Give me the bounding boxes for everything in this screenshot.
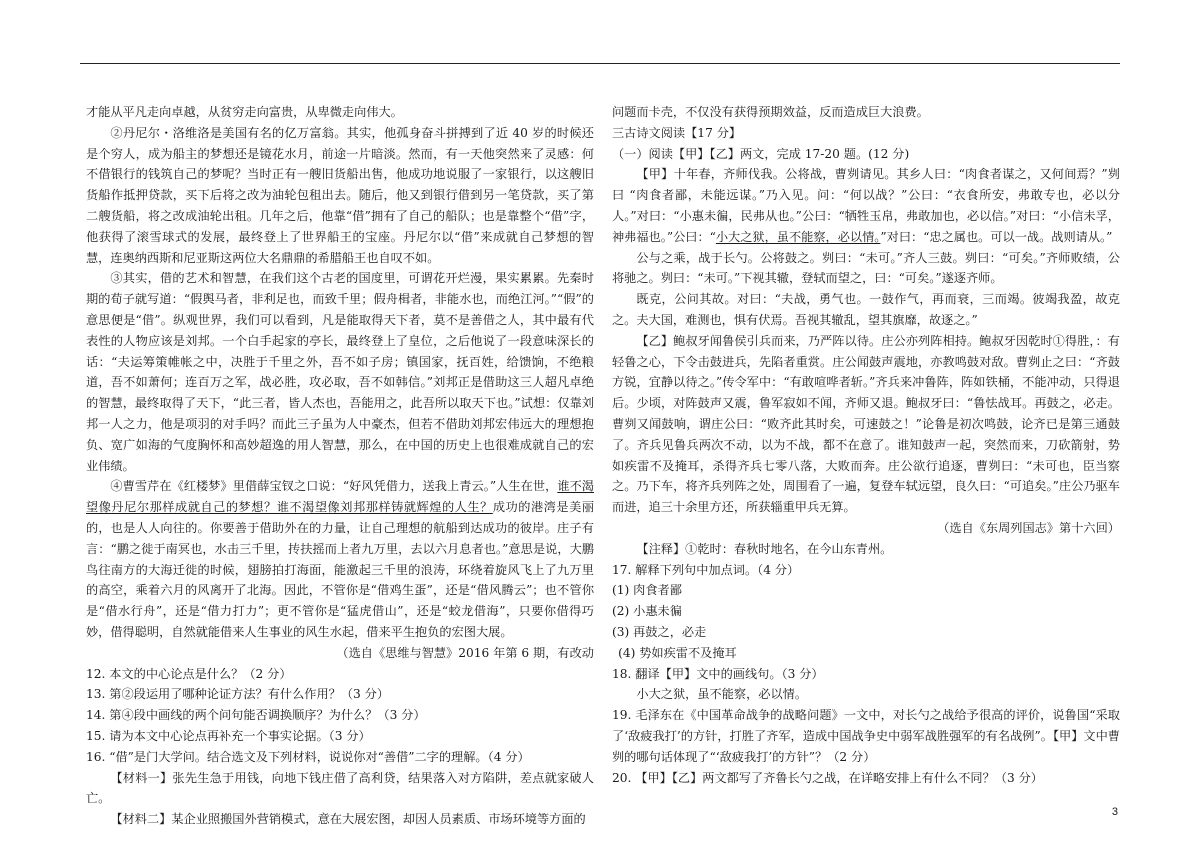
question-17: 17. 解释下列句中加点词。（4 分） bbox=[612, 562, 800, 577]
annotation-note: 【注释】①乾时：春秋时地名，在今山东青州。 bbox=[636, 541, 893, 556]
question-13: 13. 第②段运用了哪种论证方法？有什么作用？（3 分） bbox=[86, 687, 390, 702]
left-column bbox=[86, 102, 594, 830]
paragraph-4-start: ④曹雪芹在《红楼梦》里借薛宝钗之口说：“好风凭借力，送我上青云。”人生在世， bbox=[110, 479, 558, 494]
question-19: 19. 毛泽东在《中国革命战争的战略问题》一文中，对长勺之战给予很高的评价，说鲁国“采取了‘敌疲我打’的方针，打胜了齐军，造成中国战争史中弱军战胜强军的有名战例”。【甲】文中曹刿的哪句话体现了“‘敌疲我打’的方针”？（2 分） bbox=[612, 708, 1120, 764]
text-jia-para-1-b: ”对曰：“忠之属也。可以一战。战则请从。” bbox=[880, 229, 1113, 244]
question-20: 20. 【甲】【乙】两文都写了齐鲁长勺之战，在详略安排上有什么不同？（3 分） bbox=[612, 770, 1043, 785]
question-18: 18. 翻译【甲】文中的画线句。（3 分） bbox=[612, 666, 824, 681]
question-16: 16. “借”是门大学问。结合选文及下列材料，说说你对“善借”二字的理解。（4 分） bbox=[86, 749, 530, 764]
text-yi: 【乙】鲍叔牙闻鲁侯引兵而来，乃严阵以待。庄公亦列阵相持。鲍叔牙因乾时①得胜，：有轻鲁之心，下令击鼓进兵，先陷者重赏。庄公闻鼓声震地，亦教鸣鼓对敌。曹刿止之曰：“齐鼓方锐，宜静以待之。”传令军中：“有敢喧哗者斩。”齐兵来冲鲁阵，阵如铁桶，不能冲动，只得退后。少顷，对阵鼓声又震，鲁军寂如不闻，齐师又退。鲍叔牙曰：“鲁怯战耳。再鼓之，必走。曹刿又闻鼓响，谓庄公曰：“败齐此其时矣，可速鼓之！”论鲁是初次鸣鼓，论齐已是第三通鼓了。齐兵见鲁兵两次不动，以为不战，都不在意了。谁知鼓声一起，突然而来，刀砍箭射，势如疾雷不及掩耳，杀得齐兵七零八落，大败而奔。庄公欲行追逐，曹刿曰：“未可也，臣当察之。乃下车，将齐兵列阵之处，周围看了一遍，复登车轼远望，良久曰：“可追矣。”庄公乃驱车而进，追三十余里方还，所获辎重甲兵无算。 bbox=[612, 333, 1120, 515]
question-12: 12. 本文的中心论点是什么？（2 分） bbox=[86, 666, 292, 681]
paragraph-2: ②丹尼尔・洛维洛是美国有名的亿万富翁。其实，他孤身奋斗拼搏到了近 40 岁的时候还是个穷人，成为船主的梦想还是镜花水月，前途一片暗淡。然而，有一天他突然来了灵感：何不借银行的钱筑自己的梦呢？当时正有一艘旧货船出售，他成功地说服了一家银行，以这艘旧货船作抵押贷款，买下后将之改为油轮包租出去。随后，他又到银行借到另一笔贷款，买了第二艘货船，将之改成油轮出租。几年之后，他靠“借”拥有了自己的船队；也是靠整个“借”字，他获得了滚雪球式的发展，最终登上了世界船王的宝座。丹尼尔以“借”来成就自己梦想的智慧，连奥纳西斯和尼亚斯这两位大名鼎鼎的希腊船王也自叹不如。 bbox=[86, 125, 595, 265]
text-jia-para-1-a: 【甲】十年春，齐师伐我。公将战，曹刿请见。其乡人曰：“肉食者谋之，又何间焉？”刿曰 “肉食者鄙，未能远谋。”乃入见。问：“何以战？”公曰：“衣食所安，弗敢专也，必以分人。”对曰：“小惠未徧，民弗从也。”公曰：“牺牲玉帛，弗敢加也，必以信。”对曰：“小信未孚，神弗福也。”公曰：“ bbox=[612, 167, 1120, 244]
paragraph-4 bbox=[86, 476, 594, 642]
question-17-item-2: (2) 小惠未徧 bbox=[612, 604, 682, 619]
section-3-heading: 三古诗文阅读【17 分】 bbox=[612, 125, 742, 140]
subsection-1-heading: （一）阅读【甲】【乙】两文，完成 17-20 题。(12 分) bbox=[612, 146, 910, 161]
text-jia-para-2: 公与之乘，战于长勺。公将鼓之。刿曰：“未可。”齐人三鼓。刿曰：“可矣。”齐师败绩，公将驰之。刿曰：“未可。”下视其辙，登轼而望之，曰：“可矣。”遂逐齐师。 bbox=[612, 250, 1120, 286]
text-jia-para-1 bbox=[612, 164, 1120, 247]
question-15: 15. 请为本文中心论点再补充一个事实论据。（3 分） bbox=[86, 728, 371, 743]
question-17-item-3: (3) 再鼓之，必走 bbox=[612, 624, 707, 639]
right-column bbox=[612, 102, 1120, 788]
material-2: 【材料二】某企业照搬国外营销模式，意在大展宏图，却因人员素质、市场环境等方面的 bbox=[110, 812, 586, 827]
question-14: 14. 第④段中画线的两个问句能否调换顺序？为什么？（3 分） bbox=[86, 708, 426, 723]
material-2-end: 问题而卡壳，不仅没有获得预期效益，反而造成巨大浪费。 bbox=[612, 105, 929, 119]
question-17-item-1: (1) 肉食者鄙 bbox=[612, 583, 682, 598]
underlined-questions: 谁不渴望像丹尼尔那样成就自己的梦想？谁不渴望像刘邦那样铸就辉煌的人生？ bbox=[86, 479, 594, 515]
text-yi-source: （选自《东周列国志》第十六回） bbox=[937, 520, 1120, 535]
paragraph-1-end: 才能从平凡走向卓越，从贫穷走向富贵，从卑微走向伟大。 bbox=[86, 105, 403, 119]
article-source: （选自《思维与智慧》2016 年第 6 期，有改动 bbox=[336, 645, 594, 660]
paragraph-3: ③其实，借的艺术和智慧，在我们这个古老的国度里，可谓花开烂漫，果实累累。先秦时期的荀子就写道：“假舆马者，非利足也，而致千里；假舟楫者，非能水也，而绝江河。”“假”的意思便是“借”。纵观世界，我们可以看到，凡是能取得天下者，莫不是善借之人，其中最有代表性的人物应该是刘邦。一个白手起家的亭长，最终登上了皇位，之后他说了一段意味深长的话：“夫运筹策帷帐之中，决胜于千里之外，吾不如子房；镇国家，抚百姓，给馈饷，不绝粮道，吾不如萧何；连百万之军，战必胜，攻必取，吾不如韩信。”刘邦正是借助这三人超凡卓绝的智慧，最终取得了天下，“此三者，皆人杰也，吾能用之，此吾所以取天下也。”试想：仅靠刘邦一人之力，他是项羽的对手吗？而此三子虽为人中豪杰，但若不借助刘邦宏伟远大的理想抱负、宽广如海的气度胸怀和高妙超逸的用人智慧，那么，在中国的历史上也很难成就自己的宏业伟绩。 bbox=[86, 271, 594, 473]
material-1: 【材料一】张先生急于用钱，向地下钱庄借了高利贷，结果落入对方陷阱，差点就家破人亡。 bbox=[86, 770, 594, 806]
text-jia-para-3: 既克，公问其故。对曰：“夫战，勇气也。一鼓作气，再而衰，三而竭。彼竭我盈，故克之。夫大国，难测也，惧有伏焉。吾视其辙乱，望其旗靡，故逐之。” bbox=[612, 292, 1120, 327]
paragraph-4-rest: 成功的港湾是美丽的，也是人人向往的。你要善于借助外在的力量，让自己理想的航船到达成功的彼岸。庄子有言：“鹏之徙于南冥也，水击三千里，抟扶摇而上者九万里，去以六月息者也。”意思是说，大鹏鸟往南方的大海迁徙的时候，翅膀拍打海面，能激起三千里的浪涛，环绕着旋风飞上了九万里的高空，乘着六月的风离开了北海。因此，不管你是“借鸡生蛋”，还是“借风腾云”；也不管你是“借水行舟”，还是“借力打力”；更不管你是“猛虎借山”，还是“蛟龙借海”，只要你借得巧妙，借得聪明，自然就能借来人生事业的风生水起，借来平生抱负的宏图大展。 bbox=[86, 500, 595, 639]
question-18-sentence: 小大之狱，虽不能察，必以情。 bbox=[636, 687, 808, 702]
header-rule bbox=[80, 63, 1120, 64]
page-number: 3 bbox=[1111, 806, 1118, 818]
underlined-sentence: 小大之狱，虽不能察，必以情。 bbox=[715, 229, 881, 244]
question-17-item-4: (4) 势如疾雷不及掩耳 bbox=[618, 645, 737, 660]
